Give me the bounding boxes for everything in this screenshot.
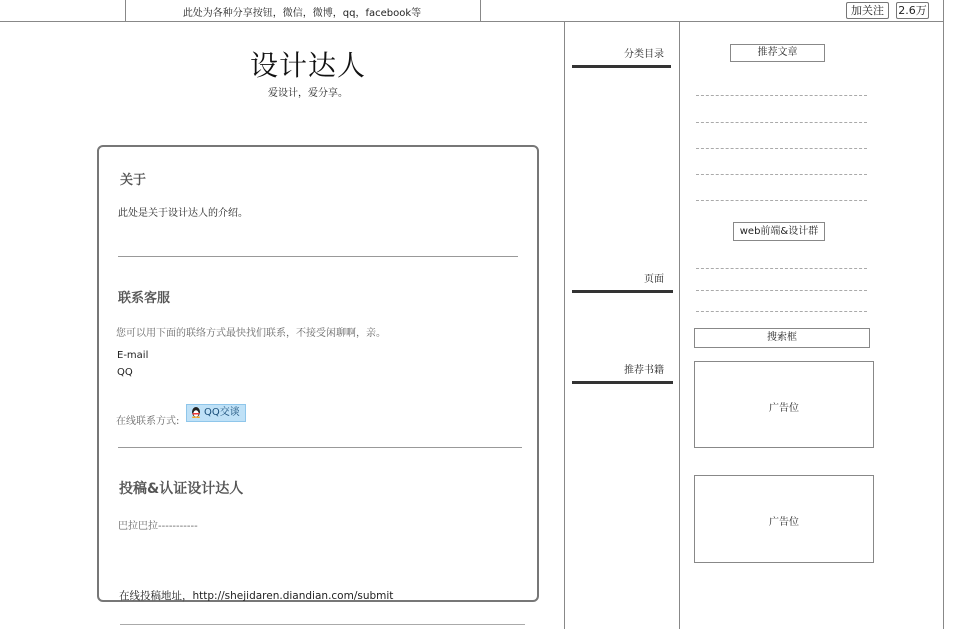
site-title: 设计达人 [249,49,366,82]
article-line-3[interactable] [696,148,867,149]
topbar-bottom-border [0,21,944,22]
contact-divider [118,447,522,448]
submit-title: 投稿&认证设计达人 [119,481,244,497]
web-group-header: web前端&设计群 [733,222,825,241]
online-contact-label: 在线联系方式: [116,416,180,427]
about-divider [118,256,518,257]
site-subtitle: 爱设计，爱分享。 [268,88,348,99]
follow-button[interactable]: 加关注 [846,2,889,19]
books-label[interactable]: 推荐书籍 [624,365,664,376]
submit-address[interactable]: 在线投稿地址，http://shejidaren.diandian.com/submit [119,590,394,602]
article-line-4[interactable] [696,174,867,175]
article-line-5[interactable] [696,200,867,201]
search-box[interactable]: 搜索框 [694,328,870,348]
pages-label[interactable]: 页面 [644,274,664,285]
email-label: E-mail [117,350,149,361]
qq-chat-label: QQ交谈 [204,407,240,418]
ad-slot-2[interactable] [694,475,874,563]
bottom-divider [120,624,525,625]
follower-count: 2.6万 [896,2,929,19]
ad-slot-1[interactable] [694,361,874,448]
contact-desc: 您可以用下面的联络方式最快找们联系，不接受闲聊啊，亲。 [116,328,386,339]
books-bar [572,381,673,384]
group-line-2[interactable] [696,290,867,291]
categories-bar [572,65,671,68]
main-divider-line [564,21,565,629]
ad-slot-1-label: 广告位 [769,403,799,414]
right-edge-line [943,0,944,629]
qq-label: QQ [117,367,133,378]
ad-slot-2-label: 广告位 [769,517,799,528]
contact-title: 联系客服 [118,291,171,306]
share-bar-text: 此处为各种分享按钮，微信，微博，qq，facebook等 [182,8,422,19]
pages-bar [572,290,673,293]
about-title: 关于 [120,173,147,188]
categories-label[interactable]: 分类目录 [624,49,664,60]
article-line-1[interactable] [696,95,867,96]
about-body: 此处是关于设计达人的介绍。 [118,208,248,219]
article-line-2[interactable] [696,122,867,123]
group-line-1[interactable] [696,268,867,269]
qq-chat-button[interactable] [186,404,246,422]
submit-body: 巴拉巴拉----------- [118,521,198,532]
sidebar-divider-line [679,21,680,629]
qq-penguin-icon [191,407,201,418]
recommended-articles-header: 推荐文章 [730,44,825,62]
group-line-3[interactable] [696,311,867,312]
